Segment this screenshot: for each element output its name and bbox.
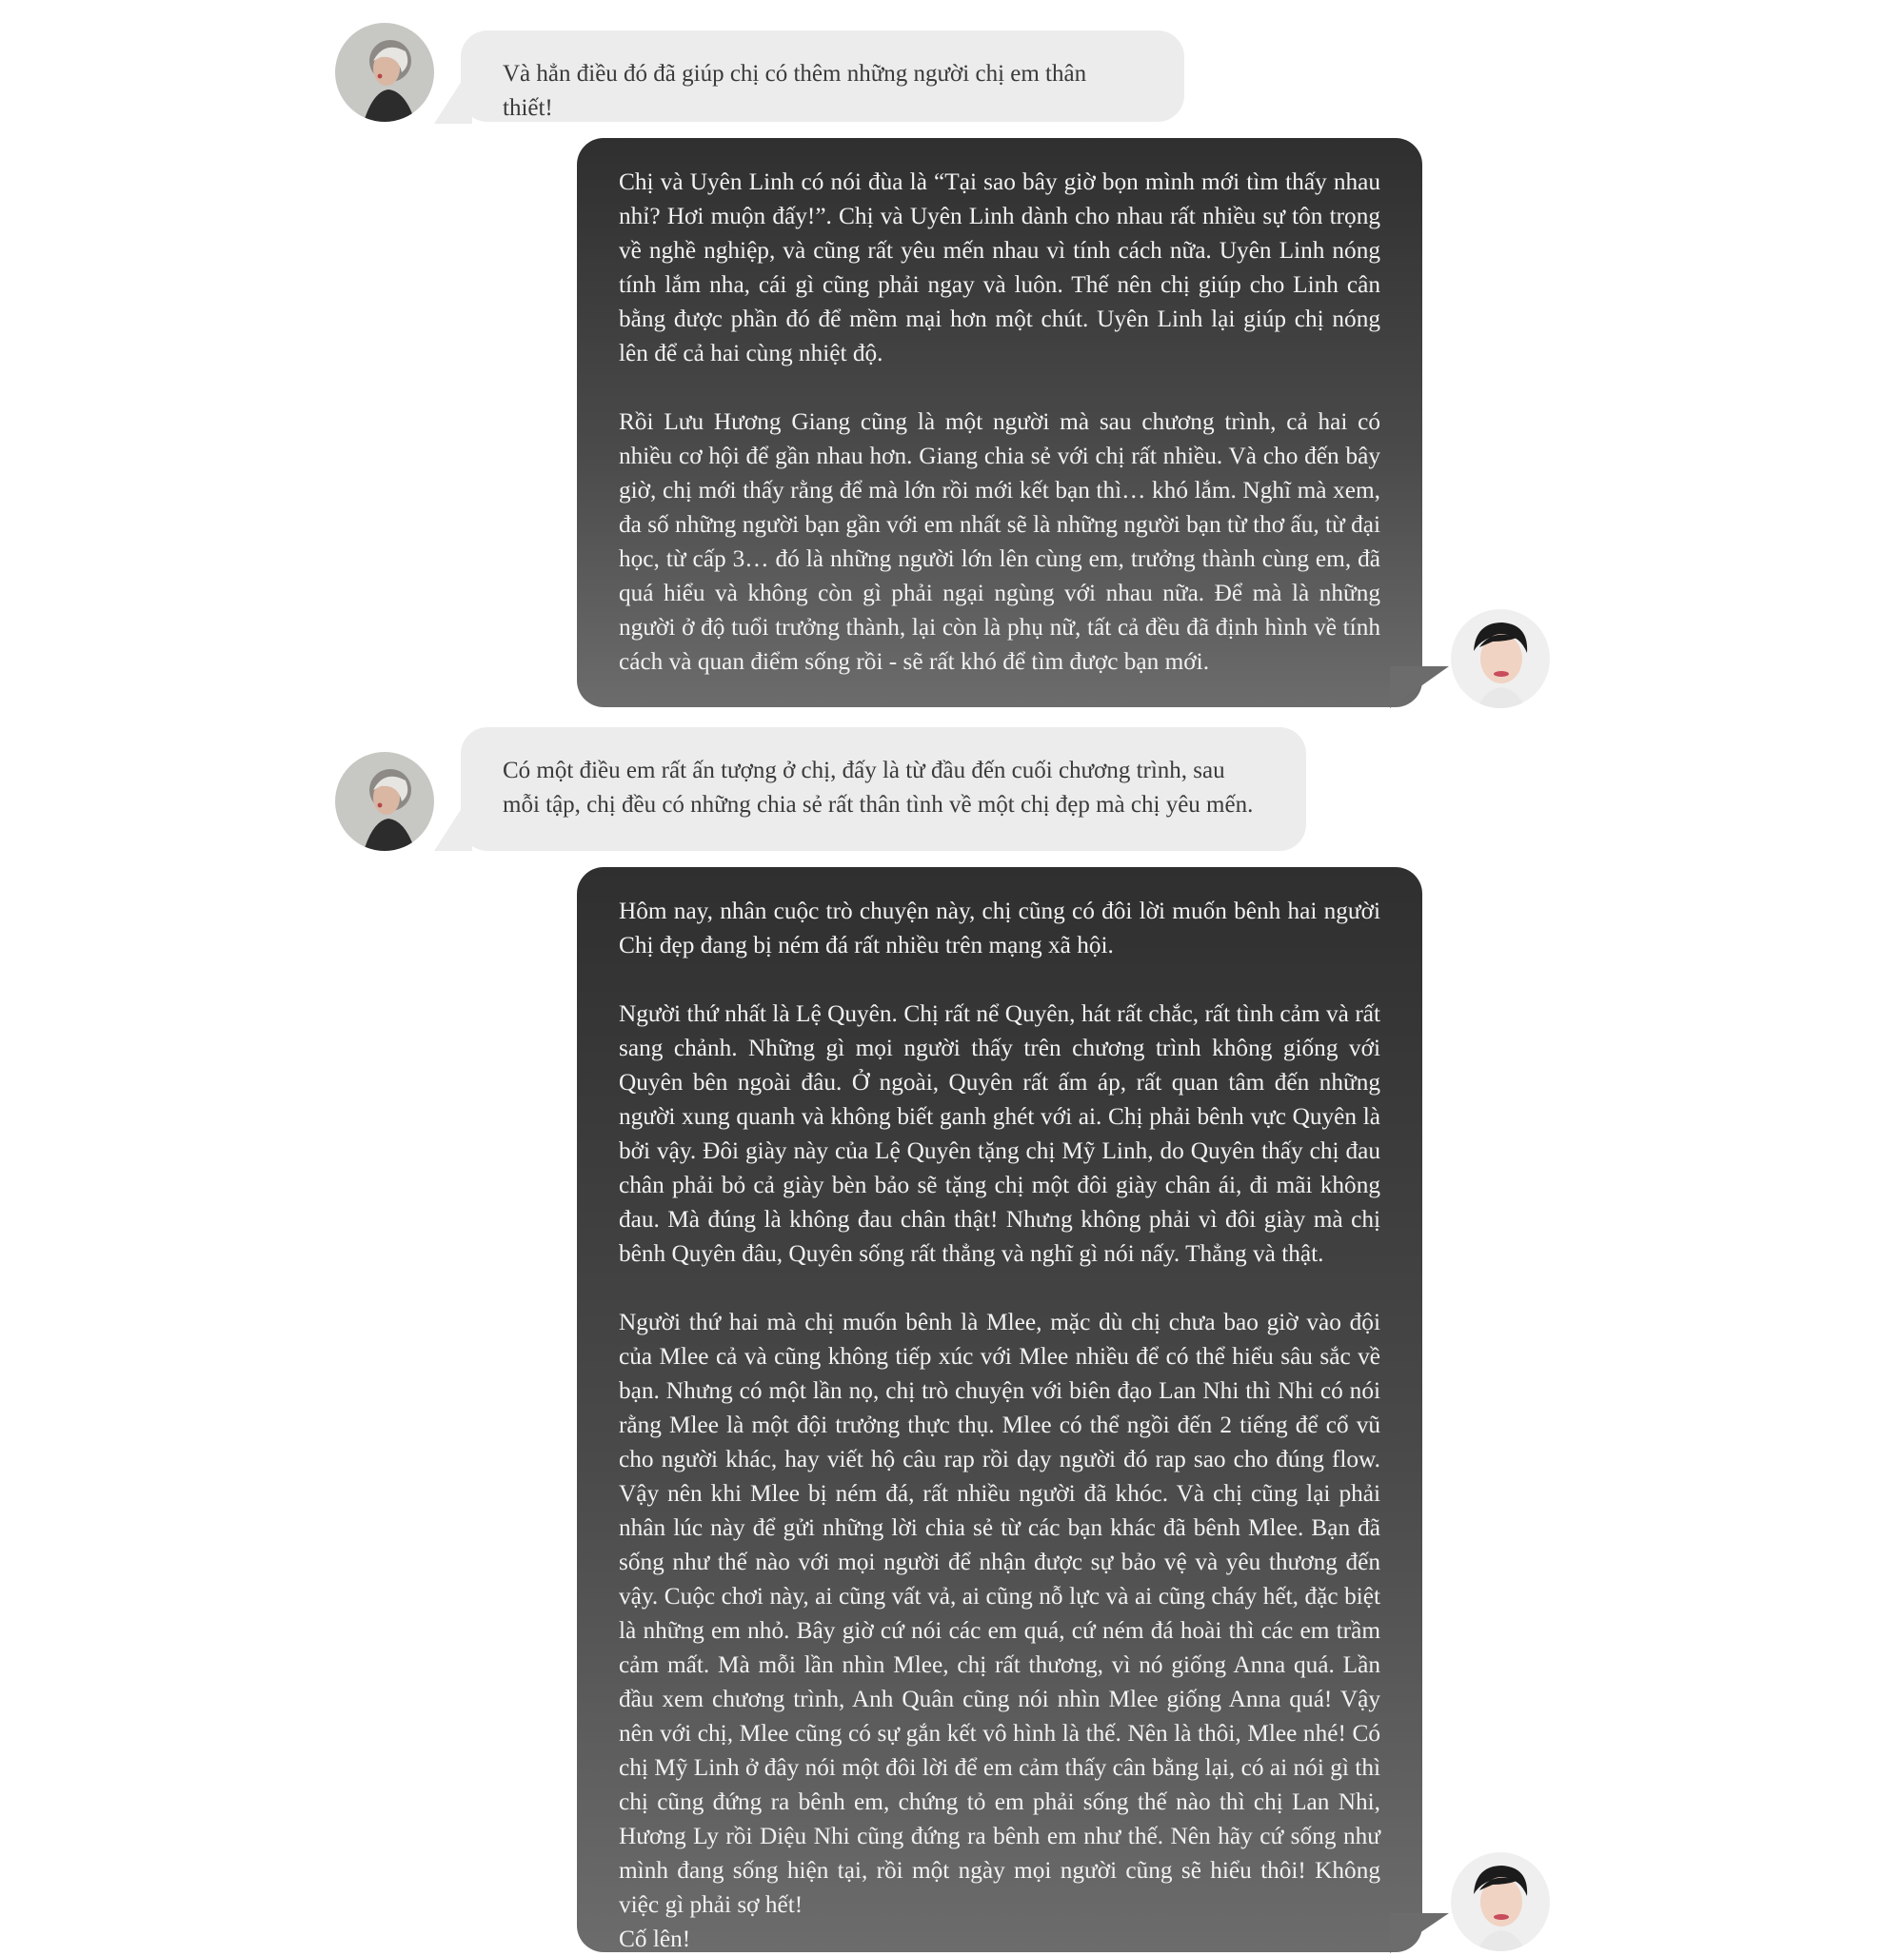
- interviewer-avatar-image: [335, 752, 434, 851]
- interviewer-avatar-image: [335, 23, 434, 122]
- guest-avatar-image: [1451, 609, 1550, 708]
- speech-tail: [1390, 1913, 1449, 1953]
- guest-avatar: [1451, 1852, 1550, 1951]
- message-paragraph: Hôm nay, nhân cuộc trò chuyện này, chị cũng có đôi lời muốn bênh hai người Chị đẹp đang bị ném đá rất nhiều trên mạng xã hội.: [619, 898, 1380, 958]
- message-paragraph: Chị và Uyên Linh có nói đùa là “Tại sao bây giờ bọn mình mới tìm thấy nhau nhỉ? Hơi muộn đấy!”. Chị và Uyên Linh dành cho nhau rất nhiều sự tôn trọng về nghề nghiệp, và cũng rất yêu mến nhau vì tính cách nữa. Uyên Linh nóng tính lắm nha, cái gì cũng phải ngay và luôn. Thế nên chị giúp cho Linh cân bằng được phần đó để mềm mại hơn một chút. Uyên Linh lại giúp chị nóng lên để cả hai cùng nhiệt độ.: [619, 168, 1380, 366]
- guest-avatar-image: [1451, 1852, 1550, 1951]
- message-text: Có một điều em rất ấn tượng ở chị, đấy là từ đầu đến cuối chương trình, sau mỗi tập, chị đều có những chia sẻ rất thân tình về một chị đẹp mà chị yêu mến.: [503, 758, 1254, 818]
- guest-avatar: [1451, 609, 1550, 708]
- message-text: Và hẳn điều đó đã giúp chị có thêm những người chị em thân thiết!: [503, 61, 1087, 121]
- guest-message-bubble: [577, 138, 1422, 707]
- message-paragraph: Người thứ hai mà chị muốn bênh là Mlee, mặc dù chị chưa bao giờ vào đội của Mlee cả và cũng không tiếp xúc với Mlee nhiều để có thể hiểu sâu sắc về bạn. Nhưng có một lần nọ, chị trò chuyện với biên đạo Lan Nhi thì Nhi có nói rằng Mlee là một đội trưởng thực thụ. Mlee có thể ngồi đến 2 tiếng để cổ vũ cho người khác, hay viết hộ câu rap rồi dạy người đó rap sao cho đúng flow. Vậy nên khi Mlee bị ném đá, rất nhiều người đã khóc. Và chị cũng lại phải nhân lúc này để gửi những lời chia sẻ từ các bạn khác đã bênh Mlee. Bạn đã sống như thế nào với mọi người để nhận được sự bảo vệ và yêu thương đến vậy. Cuộc chơi này, ai cũng vất vả, ai cũng nỗ lực và ai cũng cháy hết, đặc biệt là những em nhỏ. Bây giờ cứ nói các em quá, cứ ném đá hoài thì các em trầm cảm mất. Mà mỗi lần nhìn Mlee, chị rất thương, vì nó giống Anna quá. Lần đầu xem chương trình, Anh Quân cũng nói nhìn Mlee giống Anna quá! Vậy nên với chị, Mlee cũng có sự gắn kết vô hình là thế. Nên là thôi, Mlee nhé! Có chị Mỹ Linh ở đây nói một đôi lời để em cảm thấy cân bằng lại, có ai nói gì thì chị cũng đứng ra bênh em, chứng tỏ em phải sống thế nào thì chị Lan Nhi, Hương Ly rồi Diệu Nhi cũng đứng ra bênh em như thế. Nên hãy cứ sống như mình đang sống hiện tại, rồi một ngày mọi người cũng sẽ hiểu thôi! Không việc gì phải sợ hết! Cố lên!: [619, 1309, 1380, 1952]
- interviewer-message-bubble: [461, 30, 1184, 122]
- interviewer-avatar: [335, 23, 434, 122]
- interviewer-avatar: [335, 752, 434, 851]
- interviewer-message-bubble: [461, 727, 1306, 851]
- speech-tail: [1390, 666, 1449, 708]
- message-paragraph: Rồi Lưu Hương Giang cũng là một người mà sau chương trình, cả hai có nhiều cơ hội để gần nhau hơn. Giang chia sẻ với chị rất nhiều. Và cho đến bây giờ, chị mới thấy rằng để mà lớn rồi mới kết bạn thì… khó lắm. Nghĩ mà xem, đa số những người bạn gần với em nhất sẽ là những người bạn từ thơ ấu, từ đại học, từ cấp 3… đó là những người lớn lên cùng em, trưởng thành cùng em, đã quá hiểu và không còn gì phải ngại ngùng với nhau nữa. Để mà là những người ở độ tuổi trưởng thành, lại còn là phụ nữ, tất cả đều đã định hình về tính cách và quan điểm sống rồi - sẽ rất khó để tìm được bạn mới.: [619, 408, 1380, 675]
- message-paragraph: Người thứ nhất là Lệ Quyên. Chị rất nể Quyên, hát rất chắc, rất tình cảm và rất sang chảnh. Những gì mọi người thấy trên chương trình không giống với Quyên bên ngoài đâu. Ở ngoài, Quyên rất ấm áp, rất quan tâm đến những người xung quanh và không biết ganh ghét với ai. Chị phải bênh vực Quyên là bởi vậy. Đôi giày này của Lệ Quyên tặng chị Mỹ Linh, do Quyên thấy chị đau chân phải bỏ cả giày bèn bảo sẽ tặng chị một đôi giày chân ái, đi mãi không đau. Mà đúng là không đau chân thật! Nhưng không phải vì đôi giày mà chị bênh Quyên đâu, Quyên sống rất thẳng và nghĩ gì nói nấy. Thẳng và thật.: [619, 1000, 1380, 1267]
- guest-message-bubble: [577, 867, 1422, 1952]
